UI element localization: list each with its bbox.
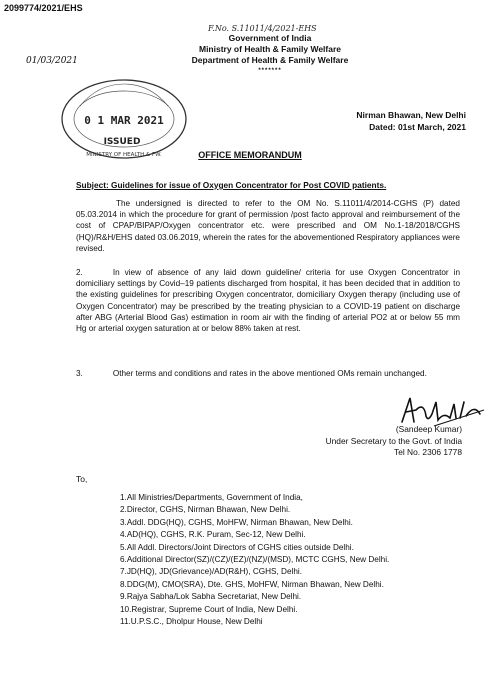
paragraph-1-text: The undersigned is directed to refer to the OM No. S.11011/4/2014-CGHS (P) dated 05.03.2014 in which the procedure for grant of permission /post facto approval and reimbursement of the cost of CPAP/BIPAP/Oxygen concentrator etc. were prescribed and OM No.1-18/2018/CGHS (HQ)/R&H/EHS dated 03.06.2019, wherein the rates for the abovementioned Respiratory appliances were revised. bbox=[76, 199, 460, 253]
header-ministry: Ministry of Health & Family Welfare bbox=[198, 44, 341, 54]
paragraph-3-number: 3. bbox=[76, 369, 83, 378]
reference-id: 2099774/2021/EHS bbox=[4, 3, 83, 13]
paragraph-2 bbox=[76, 267, 460, 334]
to-label: To, bbox=[76, 474, 88, 484]
list-item: 1.All Ministries/Departments, Government of India, bbox=[120, 493, 303, 502]
place-date-block bbox=[356, 109, 466, 133]
signatory-name: (Sandeep Kumar) bbox=[395, 424, 462, 434]
signatory-tel: Tel No. 2306 1778 bbox=[394, 447, 462, 457]
list-item: 7.JD(HQ), JD(Grievance)/AD(R&H), CGHS, Delhi. bbox=[120, 567, 302, 577]
list-item: 9.Rajya Sabha/Lok Sabha Secretariat, New Delhi. bbox=[120, 592, 302, 602]
memo-title: OFFICE MEMORANDUM bbox=[198, 150, 302, 160]
list-item: 4.AD(HQ), CGHS, R.K. Puram, Sec-12, New Delhi. bbox=[120, 530, 306, 540]
paragraph-1 bbox=[76, 198, 460, 254]
header-government: Government of India bbox=[228, 33, 312, 43]
stamp-issued: ISSUED bbox=[103, 137, 141, 147]
list-item: 5.All Addl. Directors/Joint Directors of CGHS cities outside Delhi. bbox=[120, 542, 354, 552]
paragraph-3-text: Other terms and conditions and rates in the above mentioned OMs remain unchanged. bbox=[112, 369, 427, 378]
paragraph-2-text: In view of absence of any laid down guideline/ criteria for use Oxygen Concentrator in domiciliary settings by Covid–19 patients discharged from hospital, it has been decided that in addition to the existing guidelines for prescribing Oxygen concentrator, domiciliary Oxygen therapy (including use of Oxygen Concentrator) may be prescribed by the treating physician to a COVID-19 patient on discharge after ABG (Arterial Blood Gas) estimation in room air with the finding of arterial PO2 at or below 55 mm Hg or arterial oxygen saturation at or below 88% taken at rest. bbox=[76, 268, 460, 334]
subject-line: Subject: Guidelines for issue of Oxygen Concentrator for Post COVID patients. bbox=[76, 180, 387, 190]
signatory-block bbox=[270, 424, 462, 459]
place: Nirman Bhawan, New Delhi bbox=[356, 110, 466, 120]
recipient-list bbox=[120, 492, 389, 628]
header-stars: ******* bbox=[258, 68, 282, 74]
file-number-handwritten: F.No. S.11011/4/2021-EHS bbox=[208, 24, 317, 33]
stamp-ring-text: MINISTRY OF HEALTH & FW. bbox=[86, 152, 162, 158]
list-item: 10.Registrar, Supreme Court of India, New Delhi. bbox=[120, 604, 298, 614]
stamp-date: 0 1 MAR 2021 bbox=[84, 114, 164, 127]
list-item: 11.U.P.S.C., Dholpur House, New Delhi bbox=[120, 617, 263, 627]
signatory-designation: Under Secretary to the Govt. of India bbox=[325, 435, 462, 446]
header-department: Department of Health & Family Welfare bbox=[191, 55, 349, 65]
paragraph-3 bbox=[76, 368, 460, 379]
dated: Dated: 01st March, 2021 bbox=[369, 122, 466, 132]
handwritten-date: 01/03/2021 bbox=[26, 56, 78, 66]
list-item: 6.Additional Director(SZ)/(CZ)/(EZ)/(NZ)/(MSD), MCTC CGHS, New Delhi. bbox=[120, 555, 390, 565]
list-item: 3.Addl. DDG(HQ), CGHS, MoHFW, Nirman Bhawan, New Delhi. bbox=[120, 517, 353, 527]
paragraph-2-number: 2. bbox=[76, 268, 83, 277]
list-item: 8.DDG(M), CMO(SRA), Dte. GHS, MoHFW, Nirman Bhawan, New Delhi. bbox=[120, 579, 384, 589]
list-item: 2.Director, CGHS, Nirman Bhawan, New Delhi. bbox=[120, 505, 291, 515]
letterhead bbox=[150, 33, 390, 77]
